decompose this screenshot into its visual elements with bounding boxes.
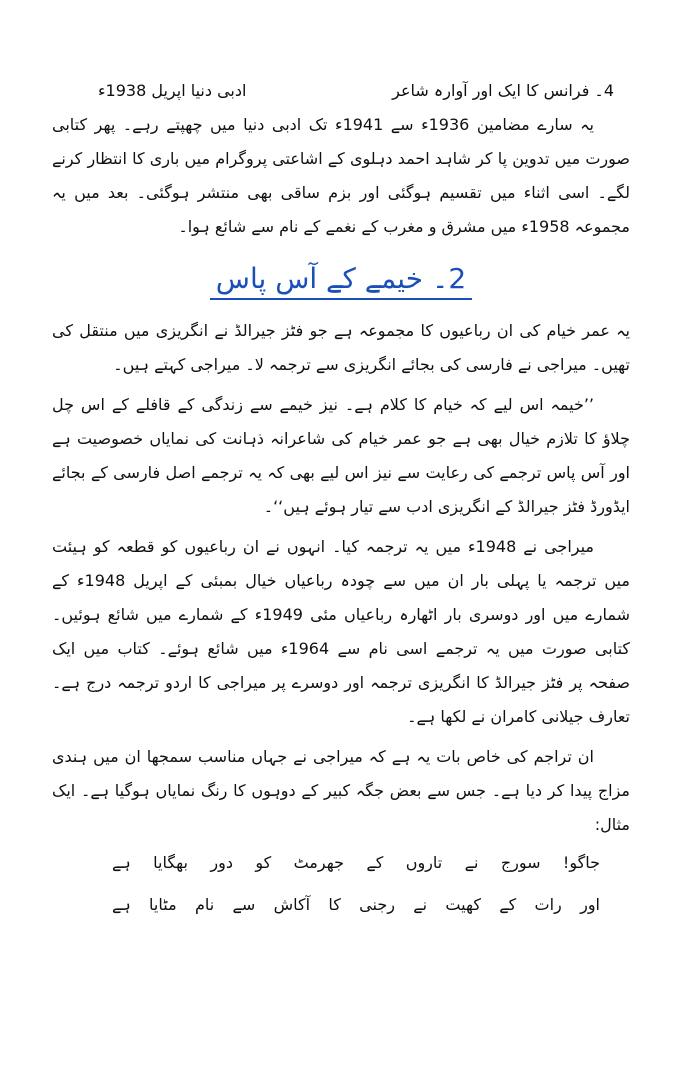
paragraph-quote: ’’خیمہ اس لیے کہ خیام کا کلام ہے۔ نیز خیمے سے زندگی کے قافلے کے اس چل چلاؤ کا تلازم خیال بھی ہے جو عمر خیام کی شاعرانہ ذہانت کی نمایاں خصوصیت ہے اور آس پاس ترجمے کی رعایت سے نیز اس لیے بھی کہ یہ ترجمے اصل فارسی کے بجائے ایڈورڈ فٹز جیرالڈ کے انگریزی ادب سے تیار ہوئے ہیں‘‘۔ [52, 395, 630, 516]
reference-source: ادبی دنیا اپریل 1938ء [98, 81, 247, 100]
intro-paragraph: یہ سارے مضامین 1936ء سے 1941ء تک ادبی دنیا میں چھپتے رہے۔ پھر کتابی صورت میں تدوین پا کر شاہد احمد دہلوی کے اشاعتی پروگرام میں باری کا انتظار کرنے لگے۔ اسی اثناء میں تقسیم ہوگئی اور بزم ساقی بھی منتشر ہوگئی۔ بعد میں یہ مجموعہ 1958ء میں مشرق و مغرب کے نغمے کے نام سے شائع ہوا۔ [52, 115, 630, 236]
section-heading-wrap [52, 262, 630, 302]
document-page [52, 78, 630, 926]
reference-title: 4۔ فرانس کا ایک اور آوارہ شاعر [392, 81, 614, 100]
paragraph-publication: میراجی نے 1948ء میں یہ ترجمہ کیا۔ انہوں نے ان رباعیوں کو قطعہ کو ہیئت میں ترجمہ یا پہلی بار ان میں سے چودہ رباعیاں خیال بمبئی کے اپریل 1948ء کے شمارے میں اور دوسری بار اٹھارہ رباعیاں مئی 1949ء کے شمارے میں شائع ہوئیں۔ کتابی صورت میں یہ ترجمے اسی نام سے 1964ء میں شائع ہوئے۔ کتاب میں ایک صفحہ پر فٹز جیرالڈ کا انگریزی ترجمہ اور دوسرے پر میراجی کا اردو ترجمہ درج ہے۔ تعارف جیلانی کامران نے لکھا ہے۔ [52, 537, 631, 726]
paragraph-intro-collection: یہ عمر خیام کی ان رباعیوں کا مجموعہ ہے جو فٹز جیرالڈ نے انگریزی میں منتقل کی تھیں۔ میراجی نے فارسی کی بجائے انگریزی سے ترجمہ لا۔ میراجی کہتے ہیں۔ [52, 321, 630, 374]
verse-line: اور رات کے کھیت نے رجنی کا آکاش سے نام مٹایا ہے [112, 895, 600, 914]
reference-line [52, 78, 630, 108]
paragraph-translation-style: ان تراجم کی خاص بات یہ ہے کہ میراجی نے جہاں مناسب سمجھا ان میں ہندی مزاج پیدا کر دیا ہے۔ جس سے بعض جگہ کبیر کے دوہوں کا رنگ نمایاں ہوگیا ہے۔ ایک مثال: [52, 747, 630, 834]
section-heading: 2۔ خیمے کے آس پاس [210, 262, 472, 300]
verse-line: جاگو! سورج نے تاروں کے جھرمٹ کو دور بھگایا ہے [112, 853, 600, 872]
